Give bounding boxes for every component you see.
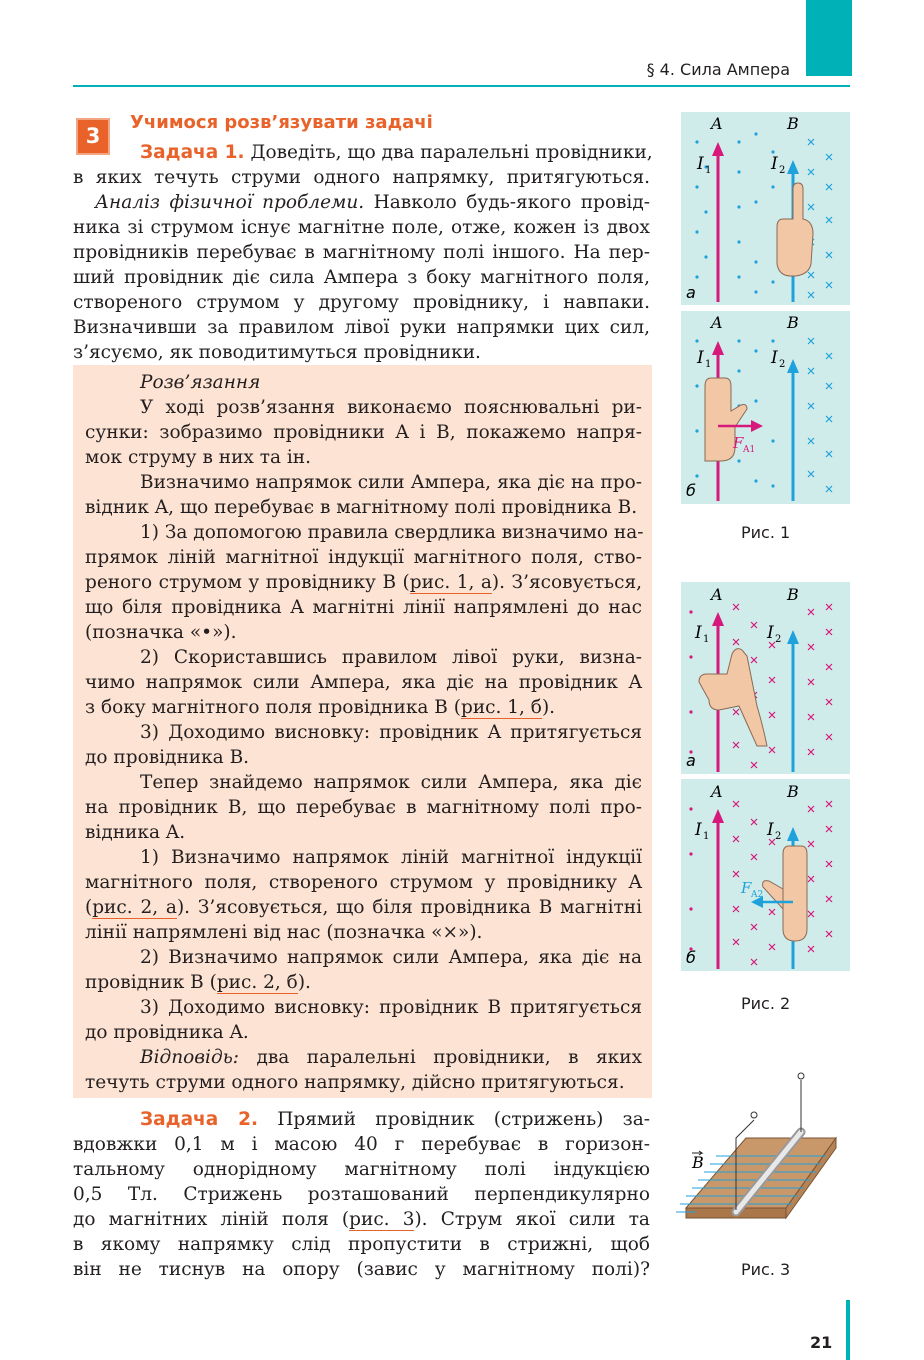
- label-B: B: [787, 114, 799, 133]
- line-text: мок струму в них та ін.: [85, 447, 311, 468]
- label-B-vector: B: [692, 1153, 704, 1172]
- line-text: У ході розв’язання виконаємо пояснювальні ри-: [140, 397, 642, 418]
- italic-phrase: Відповідь:: [140, 1047, 240, 1068]
- label-I1: I: [697, 348, 704, 368]
- text-line: [140, 770, 642, 795]
- text-line: [140, 720, 642, 745]
- text-line: [140, 995, 642, 1020]
- line-text: течуть струми одного напрямку, дійсно притягуються.: [85, 1072, 625, 1093]
- text-line: [140, 845, 642, 870]
- label-I1: I: [695, 820, 702, 840]
- label-I2-sub: 2: [775, 634, 782, 645]
- text-line: провідник B (рис. 2, б).: [85, 972, 311, 993]
- label-A: A: [711, 782, 723, 801]
- line-text: 2) Визначимо напрямок сили Ампера, яка діє на: [140, 947, 642, 968]
- text-line: [140, 140, 653, 165]
- label-A: A: [711, 585, 723, 604]
- text-line: [140, 1045, 642, 1070]
- text-line: [85, 445, 642, 470]
- text-line: [140, 945, 642, 970]
- label-a: а: [686, 283, 696, 302]
- label-B: B: [787, 782, 799, 801]
- line-text: він не тиснув на опору (завис у магнітному полі)?: [73, 1259, 650, 1280]
- text-line: [85, 670, 642, 695]
- label-b: б: [686, 948, 696, 967]
- text-line: (рис. 2, а). З’ясовується, що біля провідника B магнітні: [85, 897, 642, 918]
- section-number-badge: 3: [76, 118, 110, 155]
- field-crosses: [808, 338, 832, 492]
- label-I2: I: [767, 820, 774, 840]
- text-line: [85, 870, 642, 895]
- text-line: [73, 290, 650, 315]
- text-line: з боку магнітного поля провідника B (рис. 1, б).: [85, 697, 556, 718]
- figure-2a-drawing: [681, 582, 850, 774]
- label-b: б: [686, 481, 696, 500]
- text-line: [73, 240, 650, 265]
- label-I2: I: [767, 623, 774, 643]
- text-line: [85, 1070, 642, 1095]
- line-text: сунки: зобразимо провідники A і B, покажемо напря-: [85, 422, 642, 443]
- label-I1-sub: 1: [705, 165, 712, 176]
- figure-1a: [681, 112, 850, 305]
- text-line: [73, 165, 650, 190]
- field-crosses: [808, 139, 832, 298]
- line-text: до провідника B.: [85, 747, 250, 768]
- line-text: Прямий провідник (стрижень) за-: [257, 1109, 651, 1130]
- solution-heading: Розв’язання: [140, 372, 261, 393]
- text-line: [73, 1232, 650, 1257]
- figure-reference-link[interactable]: рис. 1, а: [409, 572, 492, 593]
- text-line: [85, 420, 642, 445]
- line-text: ший провідник діє сила Ампера з боку магнітного поля,: [73, 267, 650, 288]
- text-line: реного струмом у провіднику B (рис. 1, а). З’ясовується,: [85, 572, 642, 593]
- label-FA2: F: [741, 879, 752, 897]
- text-line: [73, 265, 650, 290]
- label-I1: I: [697, 154, 704, 174]
- figure-reference-link[interactable]: рис. 1, б: [460, 697, 542, 718]
- figure-1b-drawing: [681, 311, 850, 504]
- text-line: [85, 820, 642, 845]
- text-line: [73, 1157, 650, 1182]
- line-text: Визначивши за правилом лівої руки напрямки цих сил,: [73, 317, 650, 338]
- line-text: прямок ліній магнітної індукції магнітного поля, ство-: [85, 547, 642, 568]
- line-text: провідників перебуває в магнітному полі іншого. На пер-: [73, 242, 650, 263]
- text-line: [95, 190, 650, 215]
- label-FA1-sub: A1: [743, 445, 756, 455]
- label-B: B: [787, 585, 799, 604]
- line-text: з’ясуємо, як поводитимуться провідники.: [73, 342, 481, 363]
- text-line: [85, 745, 642, 770]
- line-text: Визначимо напрямок сили Ампера, яка діє на про-: [140, 472, 642, 493]
- line-text: Тепер знайдемо напрямок сили Ампера, яка діє: [140, 772, 642, 793]
- figure-3: [676, 1060, 850, 1240]
- line-text: відник A, що перебуває в магнітному полі провідника B.: [85, 497, 638, 518]
- line-text: на провідник B, що перебуває в магнітному полі про-: [85, 797, 642, 818]
- label-a: а: [686, 751, 696, 770]
- line-text: 1) Визначимо напрямок ліній магнітної індукції: [140, 847, 642, 868]
- text-line: [73, 1132, 650, 1157]
- label-I2-sub: 2: [779, 165, 786, 176]
- figure-1b: [681, 311, 850, 504]
- text-line: [85, 1020, 642, 1045]
- label-I1-sub: 1: [705, 359, 712, 370]
- figure-3-drawing: [676, 1060, 850, 1240]
- line-text: два паралельні провідники, в яких: [239, 1047, 642, 1068]
- figure-2a: [681, 582, 850, 774]
- text-line: [140, 520, 642, 545]
- text-line: [85, 620, 642, 645]
- line-text: Навколо будь-якого провід-: [364, 192, 650, 213]
- figure-1a-drawing: [681, 112, 850, 305]
- label-I1-sub: 1: [703, 831, 710, 842]
- label-FA1: F: [733, 434, 744, 452]
- line-text: Доведіть, що два паралельні провідники,: [244, 142, 653, 163]
- label-A: A: [711, 114, 723, 133]
- text-line: [140, 645, 642, 670]
- line-text: 2) Скориставшись правилом лівої руки, визна-: [140, 647, 642, 668]
- field-dots: [695, 132, 774, 293]
- line-text: лінії напрямлені від нас (позначка «×»).: [85, 922, 483, 943]
- label-I2-sub: 2: [779, 359, 786, 370]
- text-line: [73, 340, 650, 365]
- text-line: [73, 315, 650, 340]
- page-number: 21: [810, 1333, 833, 1352]
- italic-phrase: Аналіз фізичної проблеми.: [95, 192, 365, 213]
- text-line: [85, 545, 642, 570]
- hand-icon: [763, 846, 807, 941]
- line-text: 3) Доходимо висновку: провідник B притягується: [140, 997, 642, 1018]
- line-text: що біля провідника A магнітні лінії напрямлені до нас: [85, 597, 642, 618]
- text-line: [140, 1107, 650, 1132]
- line-text: відника A.: [85, 822, 186, 843]
- running-header: § 4. Сила Ампера: [646, 60, 790, 79]
- line-text: магнітного поля, створеного струмом у провіднику A: [85, 872, 642, 893]
- label-I2: I: [771, 154, 778, 174]
- figure-2b: [681, 779, 850, 971]
- line-text: до провідника A.: [85, 1022, 249, 1043]
- line-text: чимо напрямок сили Ампера, яка діє на провідник A: [85, 672, 642, 693]
- line-text: вдовжки 0,1 м і масою 40 г перебуває в горизон-: [73, 1134, 650, 1155]
- text-line: [140, 470, 642, 495]
- label-A: A: [711, 313, 723, 332]
- label-B: B: [787, 313, 799, 332]
- header-rule: [73, 85, 850, 87]
- label-I1: I: [695, 623, 702, 643]
- figure-reference-link[interactable]: рис. 3: [349, 1209, 415, 1230]
- text-line: [73, 215, 650, 240]
- text-line: до магнітних ліній поля (рис. 3). Струм якої сили та: [73, 1209, 650, 1230]
- line-text: ника зі струмом існує магнітне поле, отже, кожен із двох: [73, 217, 650, 238]
- task-label: Задача 2.: [140, 1109, 258, 1130]
- text-line: [73, 1182, 650, 1207]
- line-text: тальному однорідному магнітному полі індукцією: [73, 1159, 650, 1180]
- figure-reference-link[interactable]: рис. 2, б: [216, 972, 298, 993]
- label-I2: I: [771, 348, 778, 368]
- field-dots: [689, 610, 692, 753]
- line-text: 1) За допомогою правила свердлика визначимо на-: [140, 522, 644, 543]
- line-text: створеного струмом у другому провіднику, і навпаки.: [73, 292, 650, 313]
- text-line: [85, 595, 642, 620]
- text-line: [85, 495, 642, 520]
- label-I1-sub: 1: [703, 634, 710, 645]
- text-line: [85, 795, 642, 820]
- text-line: [140, 395, 642, 420]
- hand-icon: [777, 183, 813, 276]
- task-label: Задача 1.: [140, 142, 245, 163]
- label-I2-sub: 2: [775, 831, 782, 842]
- line-text: в яких течуть струми одного напрямку, притягуються.: [73, 167, 650, 188]
- figure-3-caption: Рис. 3: [741, 1260, 791, 1279]
- field-dots: [689, 807, 692, 950]
- line-text: в якому напрямку слід пропустити в стрижні, щоб: [73, 1234, 650, 1255]
- figure-1-caption: Рис. 1: [741, 523, 791, 542]
- line-text: (позначка «•»).: [85, 622, 237, 643]
- figure-2-caption: Рис. 2: [741, 994, 791, 1013]
- text-line: [73, 1257, 650, 1282]
- line-text: 0,5 Тл. Стрижень розташований перпендикулярно: [73, 1184, 650, 1205]
- line-text: 3) Доходимо висновку: провідник A притягується: [140, 722, 642, 743]
- text-line: [85, 920, 642, 945]
- figure-reference-link[interactable]: рис. 2, а: [92, 897, 177, 918]
- chapter-tab: [806, 0, 852, 76]
- figure-2b-drawing: [681, 779, 850, 971]
- section-title: Учимося розв’язувати задачі: [130, 112, 433, 133]
- footer-rule: [846, 1300, 850, 1360]
- label-FA2-sub: A2: [751, 890, 764, 900]
